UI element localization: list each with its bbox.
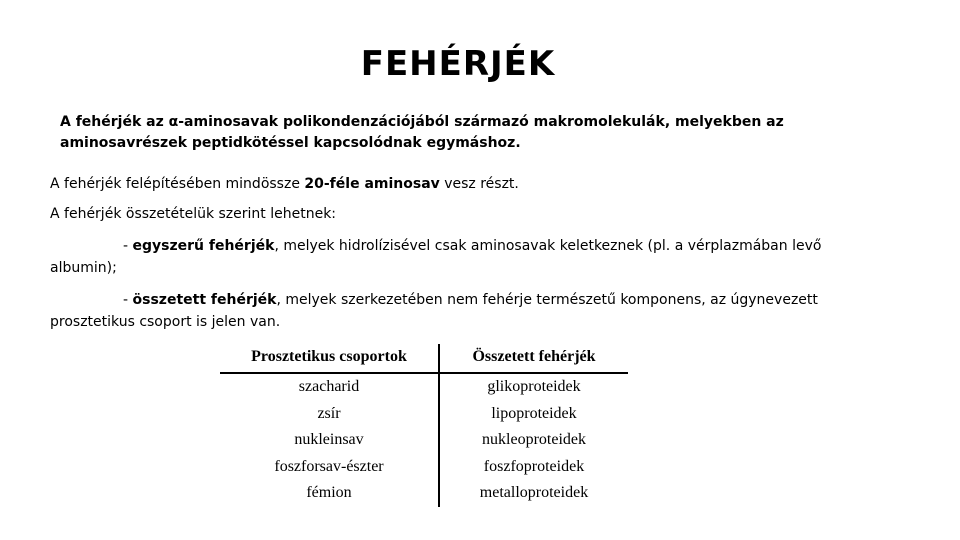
definition-line-2: aminosavrészek peptidkötéssel kapcsolódnak egymáshoz. [60, 135, 521, 151]
table-cell: szacharid [220, 374, 440, 401]
table-cell: nukleoproteidek [482, 431, 586, 448]
table-cell: foszfoproteidek [483, 457, 585, 475]
paragraph-classification: A fehérjék összetételük szerint lehetnek: [50, 206, 337, 222]
table-row [220, 427, 628, 454]
prosthetic-groups-table [220, 344, 628, 507]
table-row [220, 454, 628, 481]
p4-line-2: prosztetikus csoport is jelen van. [50, 314, 281, 330]
p1-text: A fehérjék felépítésében mindössze [50, 176, 305, 192]
table-cell: glikoproteidek [487, 378, 581, 395]
table-cell: fémion [220, 480, 440, 507]
table-header-cell: Összetett fehérjék [472, 348, 596, 365]
table-header-cell: Prosztetikus csoportok [220, 344, 440, 372]
table-cell: nukleinsav [220, 427, 440, 454]
table-cell: metalloproteidek [479, 484, 589, 501]
paragraph-amino-acids [50, 173, 850, 195]
p1-bold: 20-féle aminosav [304, 176, 440, 192]
table-row [220, 480, 628, 507]
paragraph-complex-proteins [50, 289, 850, 333]
p3-dash: - [123, 238, 133, 254]
p3-line-1 [50, 235, 850, 257]
p4-dash: - [123, 292, 133, 308]
table-cell: lipoproteidek [491, 404, 577, 422]
p4-bold: összetett fehérjék [132, 292, 277, 308]
p3-line-2: albumin); [50, 260, 117, 276]
table-header-row [220, 344, 628, 374]
p1-text-end: vesz részt. [439, 176, 519, 192]
table-cell: zsír [220, 401, 440, 428]
page-title: FEHÉRJÉK [360, 44, 556, 84]
definition-line-1: A fehérjék az α-aminosavak polikondenzációjából származó makromolekulák, melyekben az [60, 114, 784, 130]
table-row [220, 401, 628, 428]
p3-text: , melyek hidrolízisével csak aminosavak keletkeznek (pl. a vérplazmában levő [274, 238, 822, 254]
definition [60, 112, 860, 154]
p4-text: , melyek szerkezetében nem fehérje természetű komponens, az úgynevezett [276, 292, 818, 308]
paragraph-simple-proteins [50, 235, 850, 279]
p3-bold: egyszerű fehérjék [132, 238, 275, 254]
table-cell: foszforsav-észter [220, 454, 440, 481]
p4-line-1 [50, 289, 850, 311]
table-row [220, 374, 628, 401]
